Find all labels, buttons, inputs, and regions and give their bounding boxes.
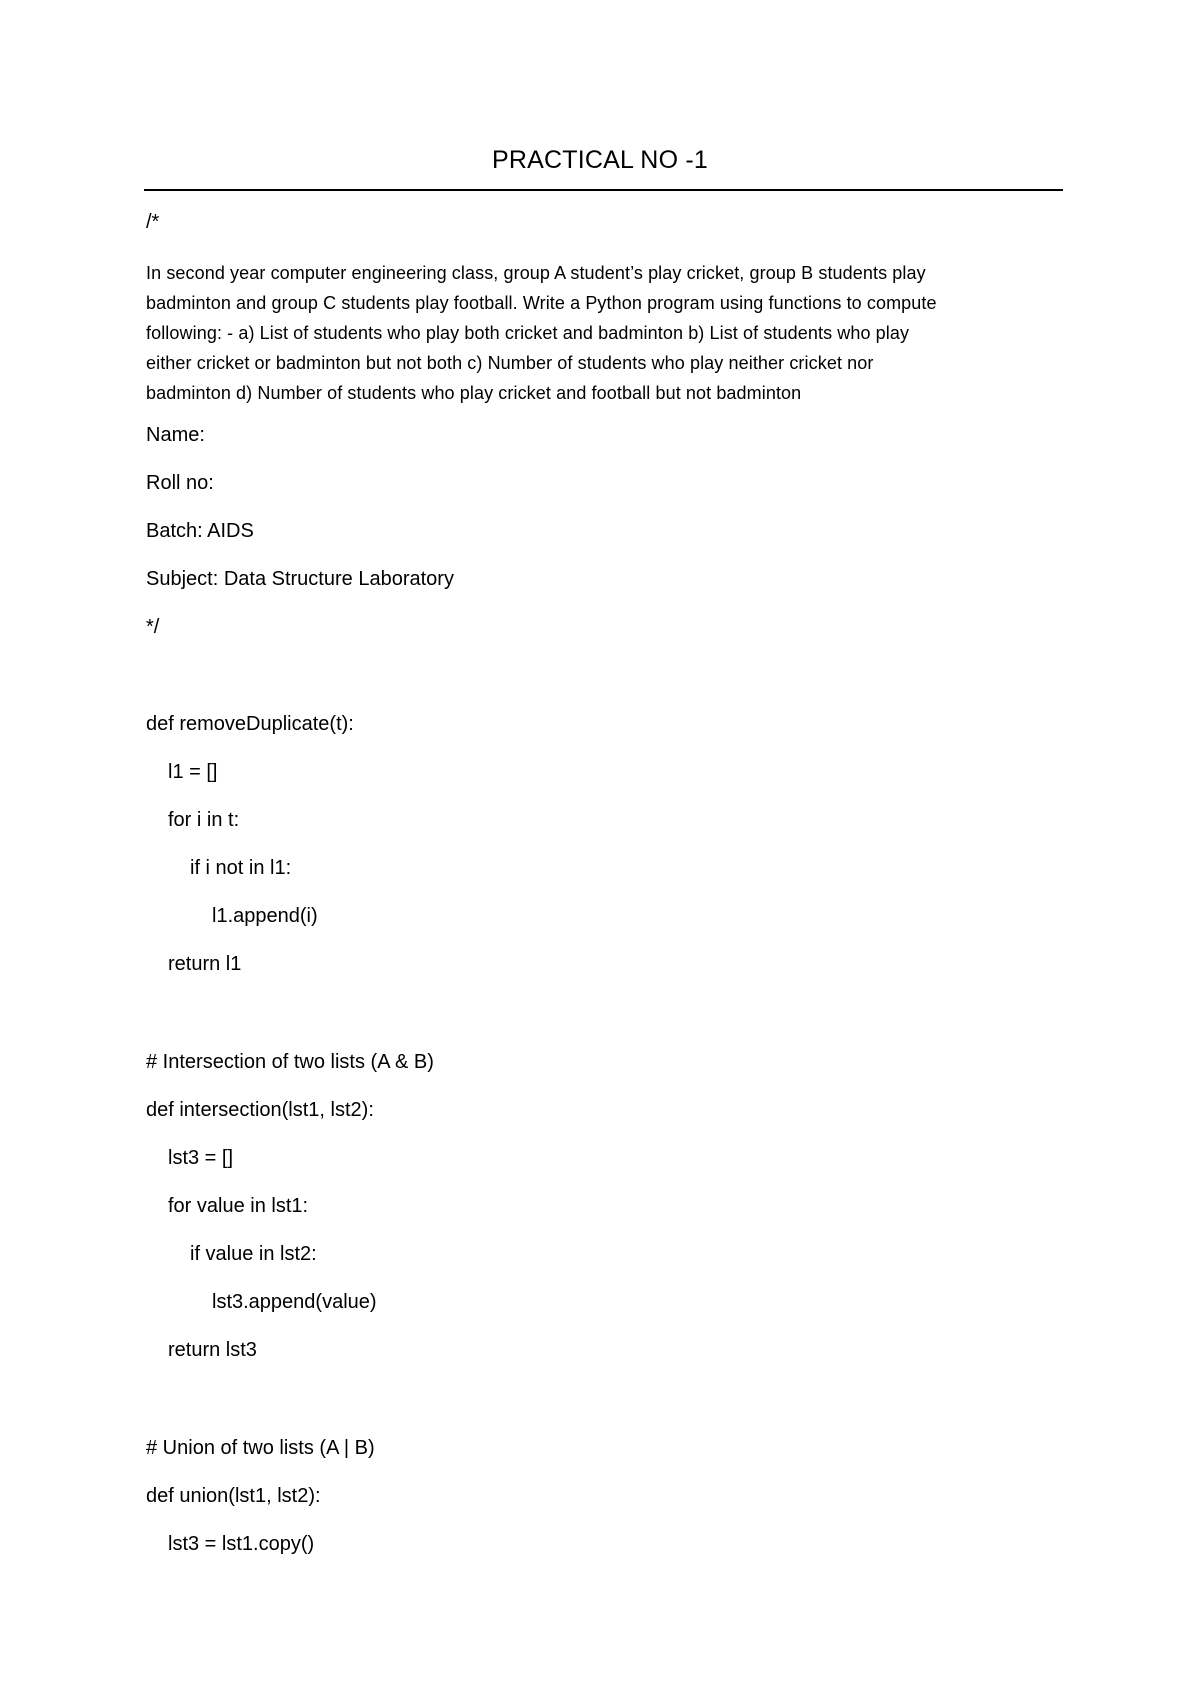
code-comment: # Intersection of two lists (A & B) <box>146 1051 434 1073</box>
code-line: lst3.append(value) <box>212 1291 377 1313</box>
code-line: lst3 = [] <box>168 1147 234 1169</box>
code-line: return l1 <box>168 953 242 975</box>
code-line: return lst3 <box>168 1339 257 1361</box>
problem-line: following: - a) List of students who play both cricket and badminton b) List of students who play <box>146 323 910 343</box>
code-line: for i in t: <box>168 809 240 831</box>
subject-field: Subject: Data Structure Laboratory <box>146 568 454 590</box>
problem-line: either cricket or badminton but not both c) Number of students who play neither cricket nor <box>146 353 874 373</box>
batch-field: Batch: AIDS <box>146 520 254 542</box>
name-field-label: Name: <box>146 424 205 446</box>
code-line: if i not in l1: <box>190 857 292 879</box>
code-line: def intersection(lst1, lst2): <box>146 1099 374 1121</box>
comment-open: /* <box>146 211 160 233</box>
problem-statement <box>146 258 1066 408</box>
code-line: l1.append(i) <box>212 905 318 927</box>
code-line: def removeDuplicate(t): <box>146 713 354 735</box>
page-title: PRACTICAL NO -1 <box>491 146 708 174</box>
code-line: if value in lst2: <box>190 1243 317 1265</box>
code-comment: # Union of two lists (A | B) <box>146 1437 375 1459</box>
problem-line: In second year computer engineering class, group A student’s play cricket, group B students play <box>146 263 926 283</box>
comment-close: */ <box>146 616 160 638</box>
code-line: l1 = [] <box>168 761 218 783</box>
problem-line: badminton d) Number of students who play cricket and football but not badminton <box>146 383 802 403</box>
title-underline <box>144 189 1063 191</box>
problem-line: badminton and group C students play football. Write a Python program using functions to compute <box>146 293 937 313</box>
code-line: for value in lst1: <box>168 1195 309 1217</box>
code-line: def union(lst1, lst2): <box>146 1485 321 1507</box>
roll-no-field-label: Roll no: <box>146 472 214 494</box>
code-line: lst3 = lst1.copy() <box>168 1533 315 1555</box>
